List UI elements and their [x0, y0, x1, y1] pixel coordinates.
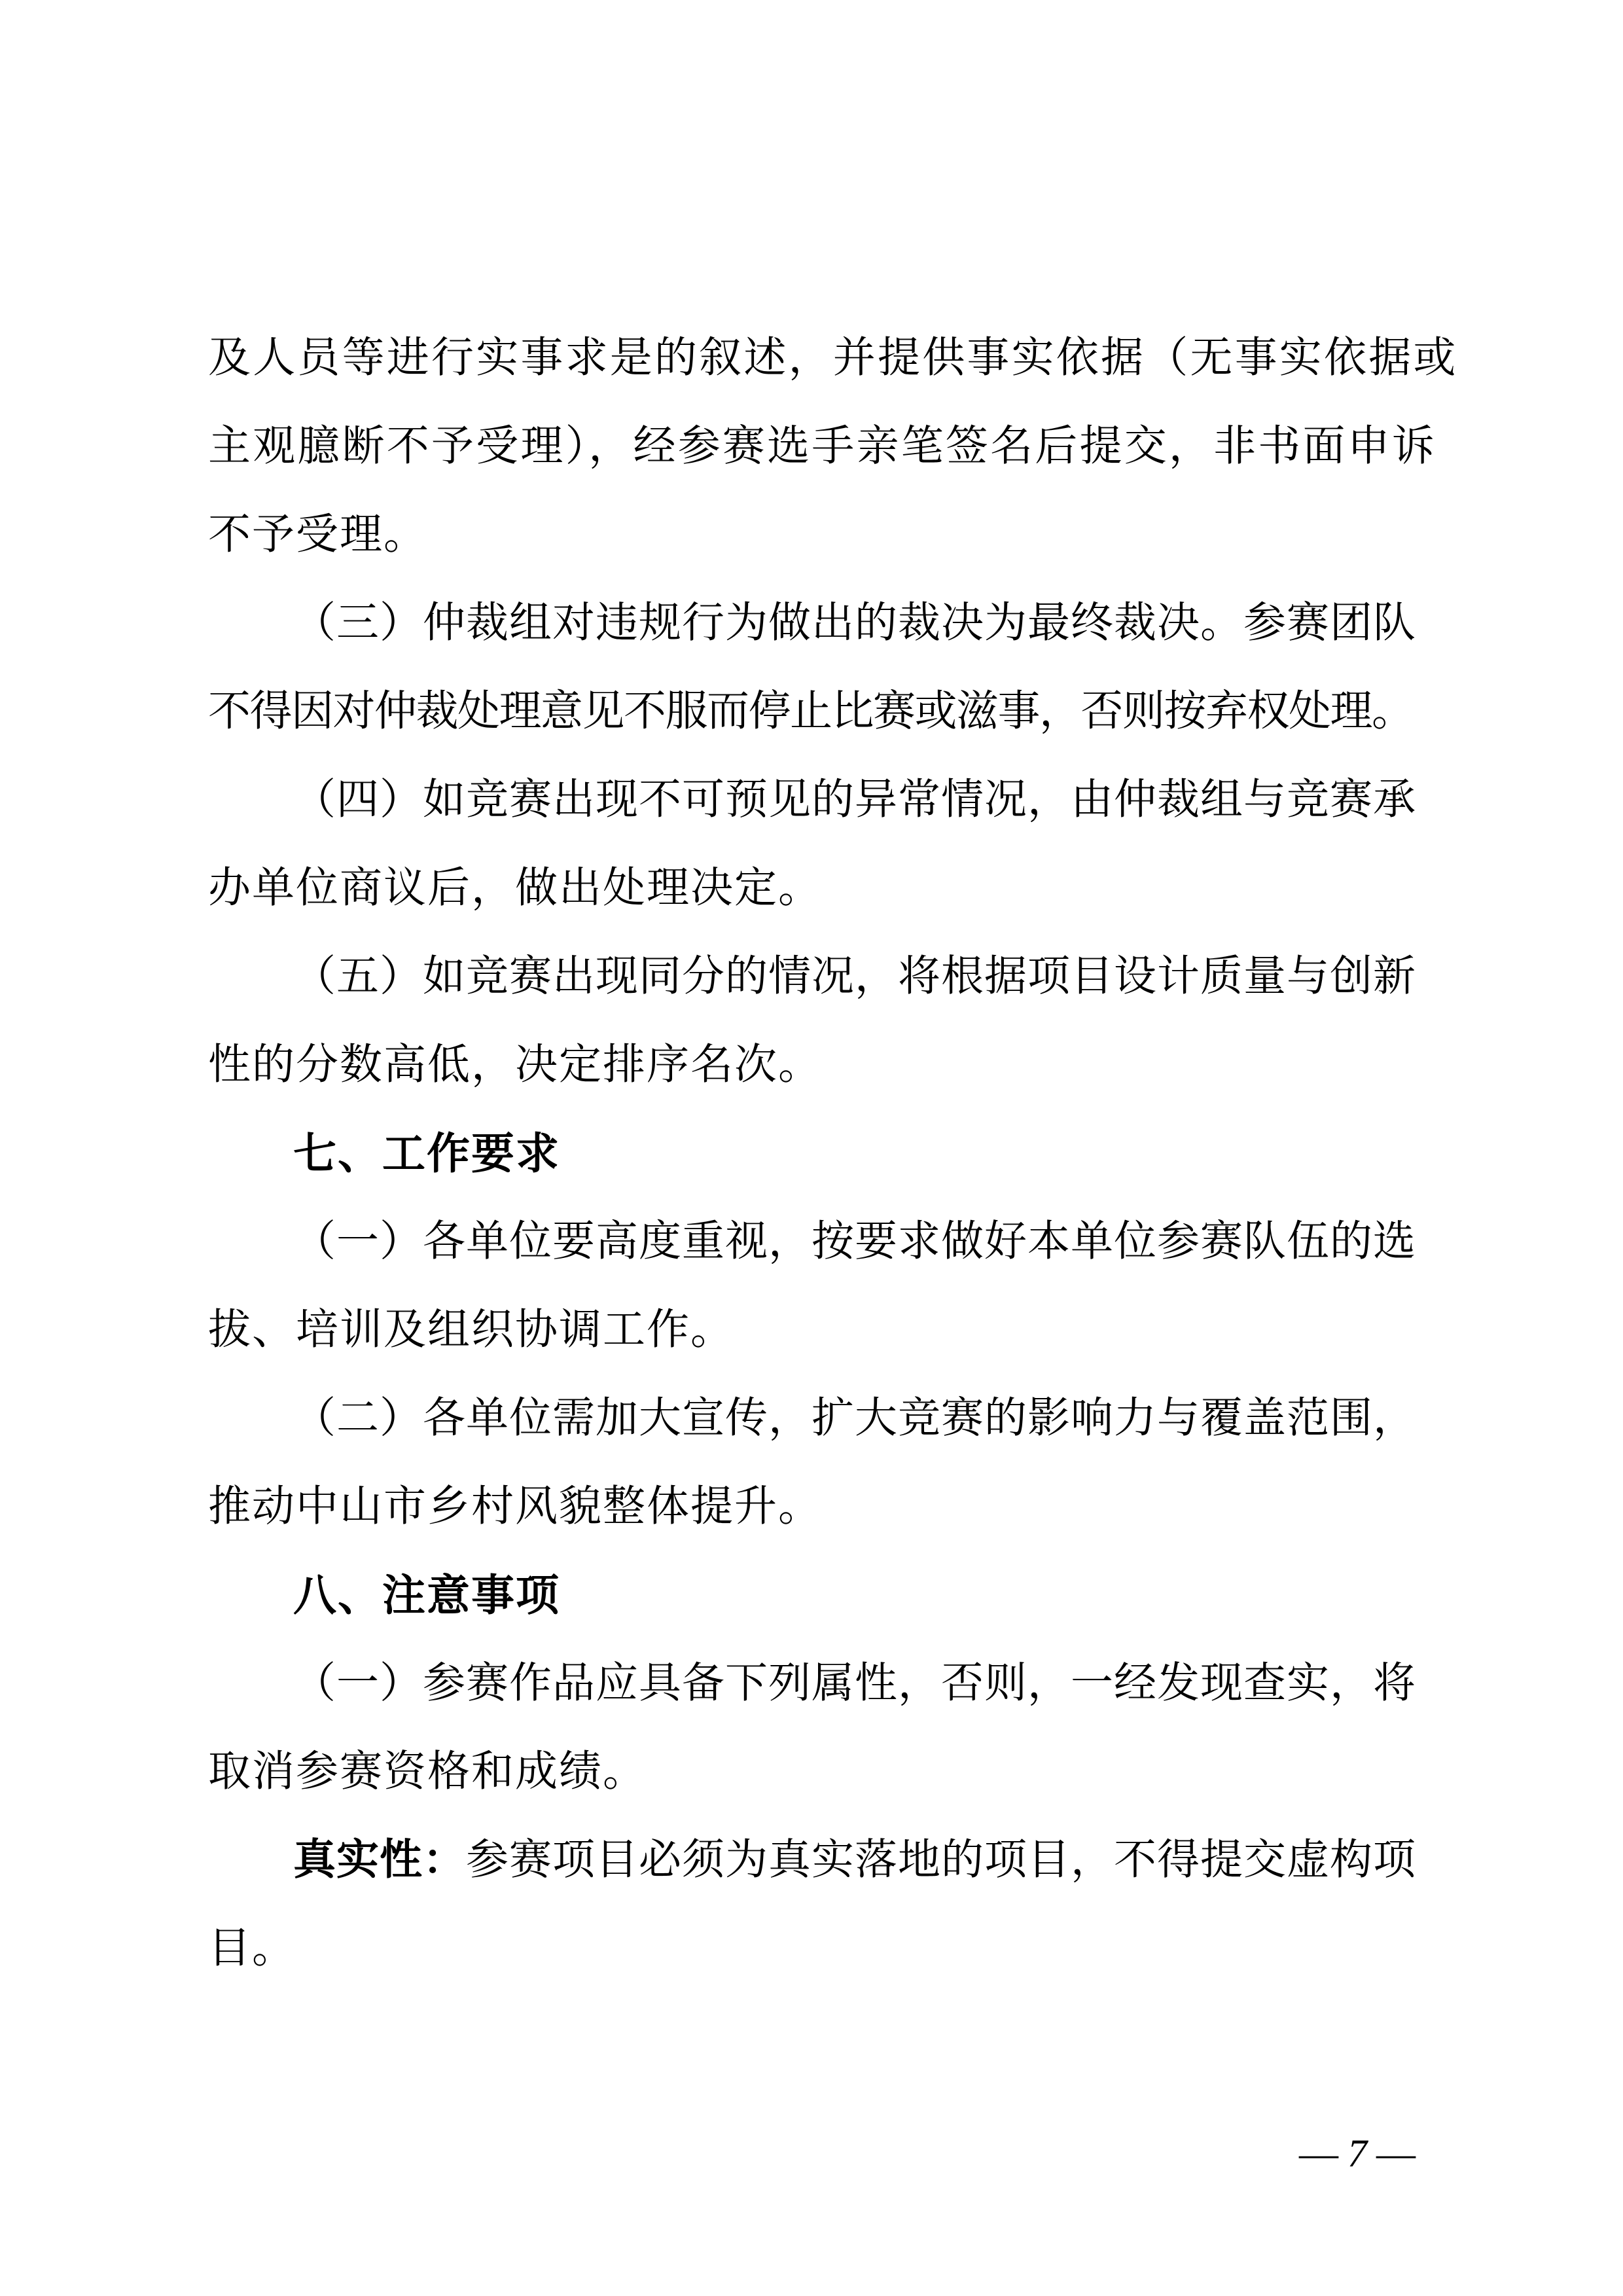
section-heading — [208, 1551, 1414, 1640]
line-text: 目。 — [208, 1925, 296, 1972]
line-text: 不得因对仲裁处理意见不服而停止比赛或滋事，否则按弃权处理。 — [208, 688, 1414, 735]
text-line — [208, 1640, 1417, 1728]
bold-lead-label: 真实性： — [293, 1837, 467, 1884]
line-text: 办单位商议后，做出处理决定。 — [208, 865, 823, 912]
text-line — [208, 1463, 1414, 1551]
footer-dash-right: — — [1376, 2132, 1416, 2175]
text-line — [208, 933, 1417, 1021]
text-line — [208, 1816, 1417, 1905]
text-line — [208, 1728, 1414, 1816]
line-text: （四）如竞赛出现不可预见的异常情况，由仲裁组与竞赛承 — [293, 776, 1417, 823]
line-text: 及人员等进行实事求是的叙述，并提供事实依据（无事实依据或 — [208, 334, 1458, 382]
text-line — [208, 491, 1414, 579]
text-line — [208, 579, 1417, 668]
line-text: 拔、培训及组织协调工作。 — [208, 1306, 735, 1354]
text-line — [208, 1021, 1414, 1109]
line-text: （一）各单位要高度重视，按要求做好本单位参赛队伍的选 — [293, 1218, 1417, 1265]
line-text: 性的分数高低，决定排序名次。 — [208, 1041, 823, 1088]
text-line — [208, 1286, 1414, 1374]
line-text: 取消参赛资格和成绩。 — [208, 1748, 647, 1795]
line-text: （五）如竞赛出现同分的情况，将根据项目设计质量与创新 — [293, 953, 1417, 1000]
footer-dash-left: — — [1299, 2132, 1338, 2175]
text-line — [208, 314, 1458, 403]
line-text: （二）各单位需加大宣传，扩大竞赛的影响力与覆盖范围， — [293, 1395, 1417, 1442]
line-text: 主观臆断不予受理），经参赛选手亲笔签名后提交，非书面申诉 — [208, 423, 1437, 470]
line-text: （三）仲裁组对违规行为做出的裁决为最终裁决。参赛团队 — [293, 600, 1417, 647]
text-line — [208, 668, 1414, 756]
line-text: 七、工作要求 — [293, 1129, 560, 1177]
page-number: 7 — [1347, 2132, 1367, 2175]
line-text: （一）参赛作品应具备下列属性，否则，一经发现查实，将 — [293, 1660, 1417, 1707]
text-line — [208, 844, 1414, 933]
line-text: 八、注意事项 — [293, 1571, 560, 1619]
document-body — [208, 314, 1458, 1993]
page-footer — [1299, 2124, 1416, 2183]
section-heading — [208, 1109, 1414, 1198]
text-line — [208, 1374, 1417, 1463]
line-text: 不予受理。 — [208, 511, 428, 558]
text-line — [208, 1905, 1414, 1993]
line-text: 推动中山市乡村风貌整体提升。 — [208, 1483, 823, 1530]
text-line — [208, 1198, 1417, 1286]
text-line — [208, 756, 1417, 844]
line-text: 参赛项目必须为真实落地的项目，不得提交虚构项 — [466, 1837, 1417, 1884]
text-line — [208, 403, 1437, 491]
